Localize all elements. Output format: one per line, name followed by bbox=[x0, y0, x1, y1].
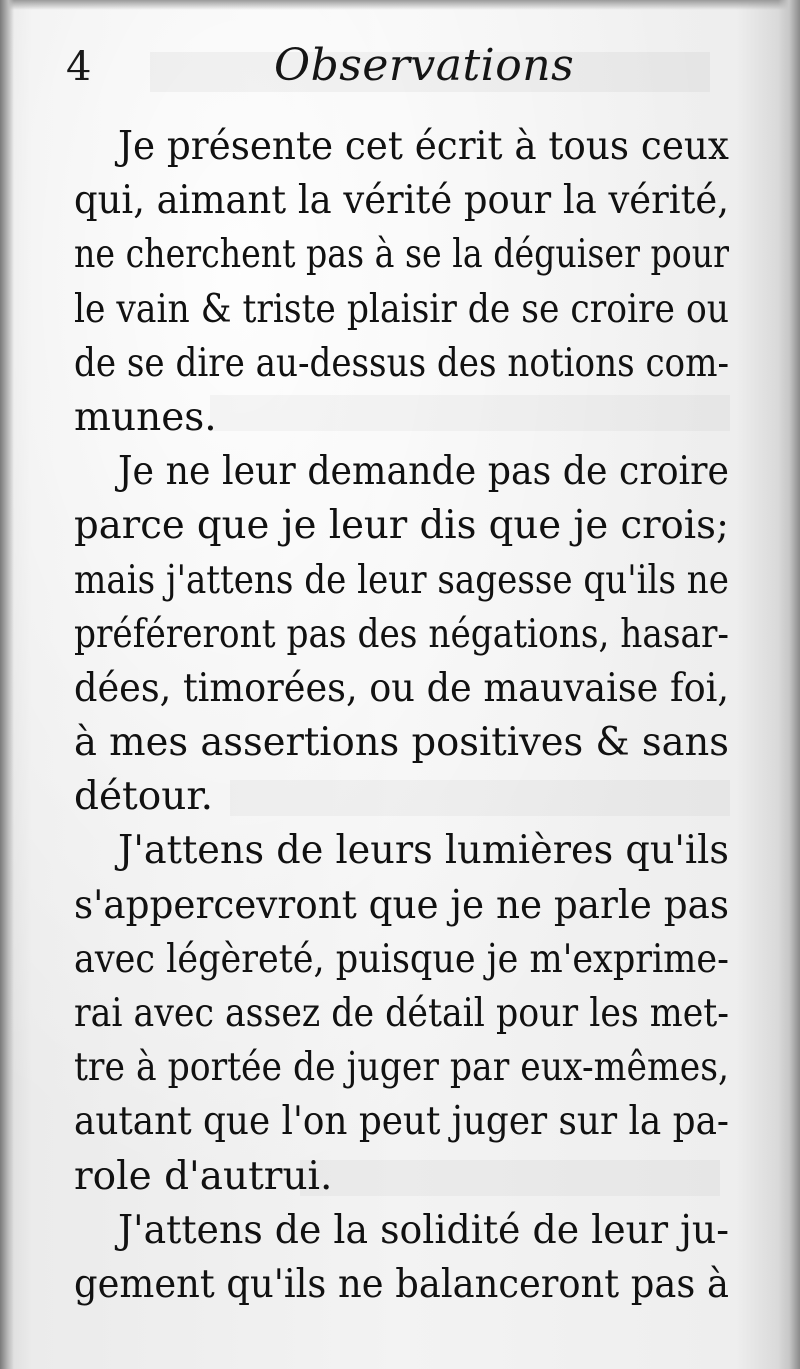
text-line: dées, timorées, ou de mauvaise foi, bbox=[74, 665, 730, 711]
text-line: J'attens de leurs lumières qu'ils bbox=[118, 828, 729, 874]
paragraph bbox=[74, 445, 734, 824]
text-line: ne cherchent pas à se la déguiser pour bbox=[74, 232, 730, 278]
paragraph bbox=[74, 120, 734, 445]
running-title: Observations bbox=[274, 40, 575, 91]
page-right-shadow bbox=[778, 0, 800, 1369]
text-line: role d'autrui. bbox=[74, 1153, 333, 1199]
text-line: tre à portée de juger par eux-mêmes, bbox=[74, 1045, 730, 1091]
running-header bbox=[66, 40, 746, 114]
text-line: le vain & triste plaisir de se croire ou bbox=[74, 286, 729, 332]
paragraph bbox=[74, 824, 734, 1203]
text-line: avec légèreté, puisque je m'exprime- bbox=[74, 936, 729, 982]
text-line: munes. bbox=[74, 394, 217, 440]
body-text bbox=[74, 120, 734, 1312]
page-number: 4 bbox=[66, 44, 92, 90]
text-line: Je ne leur demande pas de croire bbox=[118, 449, 730, 495]
text-line: détour. bbox=[74, 774, 214, 820]
text-line: rai avec assez de détail pour les met- bbox=[74, 991, 730, 1036]
text-line: à mes assertions positives & sans bbox=[74, 720, 730, 766]
text-line: parce que je leur dis que je crois; bbox=[74, 503, 729, 549]
page-top-shadow bbox=[0, 0, 800, 10]
text-line: s'appercevront que je ne parle pas bbox=[74, 882, 730, 928]
text-line: qui, aimant la vérité pour la vérité, bbox=[74, 178, 730, 224]
text-line: préféreront pas des négations, hasar- bbox=[74, 611, 730, 657]
text-line: Je présente cet écrit à tous ceux bbox=[118, 124, 729, 169]
paragraph bbox=[74, 1204, 734, 1312]
page-left-shadow bbox=[0, 0, 14, 1369]
text-line: gement qu'ils ne balanceront pas à bbox=[74, 1261, 729, 1307]
text-line: de se dire au-dessus des notions com- bbox=[74, 340, 730, 386]
text-line: mais j'attens de leur sagesse qu'ils ne bbox=[74, 557, 729, 603]
text-line: J'attens de la solidité de leur ju- bbox=[118, 1207, 730, 1253]
text-line: autant que l'on peut juger sur la pa- bbox=[74, 1099, 730, 1145]
